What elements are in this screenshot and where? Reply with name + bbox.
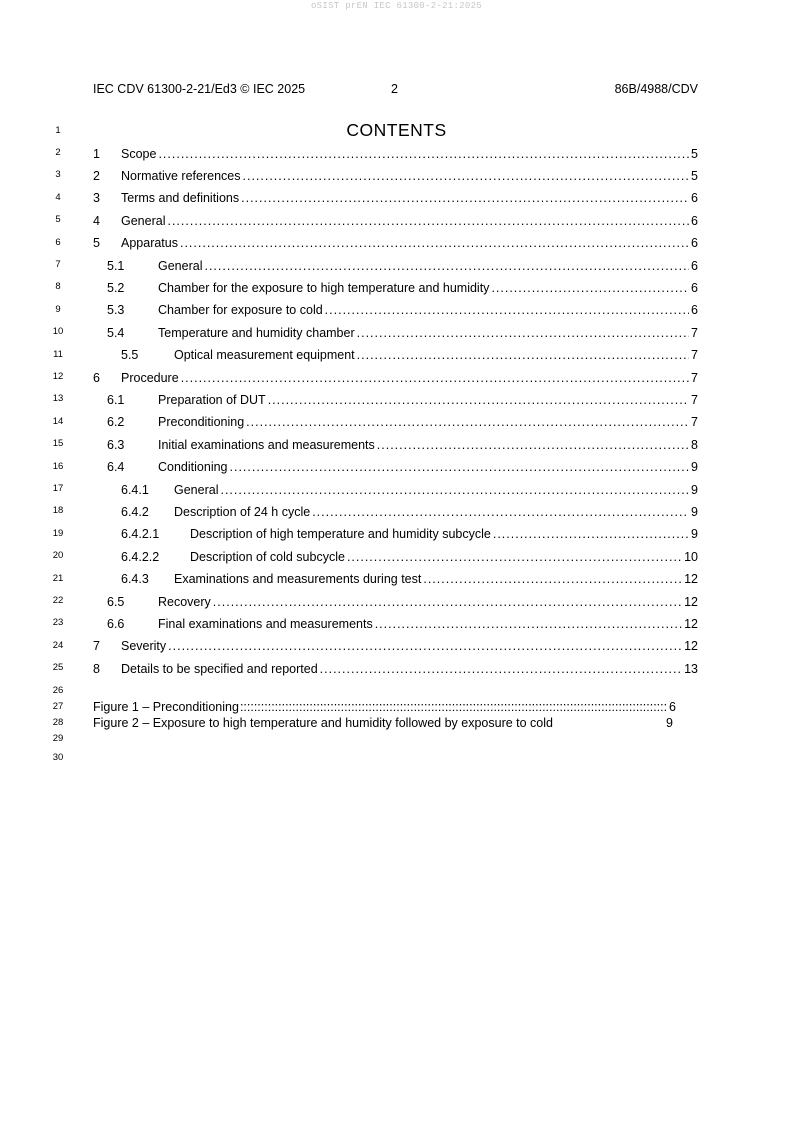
header-document-ref: 86B/4988/CDV (614, 82, 698, 96)
leader-dots (240, 700, 668, 714)
line-number: 6 (55, 237, 61, 248)
toc-entry-title: Normative references (121, 169, 241, 183)
toc-entry-title: Description of 24 h cycle (174, 505, 311, 519)
toc-entry[interactable] (107, 459, 698, 475)
figure-entry-page: 6 (669, 700, 676, 714)
leader-dots (246, 414, 689, 430)
leader-dots (493, 526, 689, 542)
toc-entry-number: 6.5 (107, 595, 125, 609)
line-number: 22 (52, 595, 64, 606)
toc-entry-number: 1 (93, 147, 100, 161)
toc-entry-number: 8 (93, 662, 100, 676)
line-number: 14 (52, 416, 64, 427)
line-number: 20 (52, 550, 64, 561)
leader-dots (180, 235, 689, 251)
toc-entry[interactable] (121, 347, 698, 363)
toc-entry-title: Scope (121, 147, 157, 161)
line-number: 1 (55, 125, 61, 136)
line-number: 3 (55, 169, 61, 180)
toc-entry[interactable] (93, 213, 698, 229)
toc-entry-number: 5.2 (107, 281, 125, 295)
toc-entry-title: Preconditioning (158, 415, 245, 429)
page-title: CONTENTS (346, 120, 447, 140)
line-number: 9 (55, 304, 61, 315)
leader-dots (312, 504, 689, 520)
toc-entry-number: 6.4.1 (121, 483, 149, 497)
line-number: 19 (52, 528, 64, 539)
toc-entry-number: 6.4.2.1 (121, 527, 160, 541)
leader-dots (167, 213, 689, 229)
leader-dots (220, 482, 689, 498)
leader-dots (320, 661, 682, 677)
toc-entry-page: 12 (684, 595, 698, 609)
line-number: 30 (52, 752, 64, 763)
toc-entry-number: 6.2 (107, 415, 125, 429)
figure-entry-1[interactable] (93, 700, 676, 714)
toc-entry-number: 4 (93, 214, 100, 228)
toc-entry-title: General (158, 259, 203, 273)
toc-entry[interactable] (93, 146, 698, 162)
toc-entry[interactable] (107, 594, 698, 610)
toc-entry[interactable] (121, 482, 698, 498)
line-number: 27 (52, 701, 64, 712)
line-number: 28 (52, 717, 64, 728)
toc-entry[interactable] (121, 526, 698, 542)
toc-entry[interactable] (107, 325, 698, 341)
leader-dots (375, 616, 682, 632)
leader-dots (357, 325, 689, 341)
toc-entry-page: 9 (691, 460, 698, 474)
leader-dots (241, 190, 689, 206)
toc-entry-page: 6 (691, 281, 698, 295)
toc-entry-title: Recovery (158, 595, 211, 609)
toc-entry-title: Severity (121, 639, 167, 653)
toc-entry[interactable] (121, 504, 698, 520)
line-number: 5 (55, 214, 61, 225)
toc-entry-number: 5 (93, 236, 100, 250)
toc-entry-number: 3 (93, 191, 100, 205)
toc-entry-page: 7 (691, 415, 698, 429)
toc-entry[interactable] (93, 168, 698, 184)
toc-entry-number: 5.3 (107, 303, 125, 317)
header-document-id: IEC CDV 61300-2-21/Ed3 © IEC 2025 (93, 82, 306, 96)
toc-entry-number: 6.4 (107, 460, 125, 474)
figure-entry-2[interactable] (93, 716, 553, 730)
toc-entry-page: 12 (684, 572, 698, 586)
leader-dots (357, 347, 689, 363)
toc-entry-page: 12 (684, 639, 698, 653)
leader-dots (377, 437, 689, 453)
toc-entry-page: 9 (691, 483, 698, 497)
toc-entry[interactable] (121, 549, 698, 565)
line-number: 12 (52, 371, 64, 382)
toc-entry-page: 9 (691, 505, 698, 519)
toc-entry-page: 6 (691, 236, 698, 250)
toc-entry-number: 6.3 (107, 438, 125, 452)
toc-entry-page: 10 (684, 550, 698, 564)
toc-entry-title: Initial examinations and measurements (158, 438, 375, 452)
toc-entry-title: Temperature and humidity chamber (158, 326, 355, 340)
toc-entry-page: 7 (691, 371, 698, 385)
leader-dots (204, 258, 689, 274)
toc-entry-title: Apparatus (121, 236, 178, 250)
leader-dots (230, 459, 690, 475)
line-number: 4 (55, 192, 61, 203)
toc-entry-number: 6.6 (107, 617, 125, 631)
figure-entry-page: 9 (666, 716, 673, 730)
figure-entry-label: Figure 2 – Exposure to high temperature and humidity followed by exposure to cold (93, 716, 553, 730)
toc-entry-number: 6 (93, 371, 100, 385)
leader-dots (158, 146, 689, 162)
leader-dots (347, 549, 682, 565)
leader-dots (181, 370, 689, 386)
line-number: 7 (55, 259, 61, 270)
leader-dots (243, 168, 690, 184)
toc-entry-number: 7 (93, 639, 100, 653)
line-number: 11 (53, 349, 63, 360)
line-number: 8 (55, 281, 61, 292)
toc-entry[interactable] (121, 571, 698, 587)
toc-entry-title: Description of cold subcycle (190, 550, 345, 564)
toc-entry-number: 5.5 (121, 348, 139, 362)
leader-dots (268, 392, 689, 408)
toc-entry[interactable] (93, 370, 698, 386)
leader-dots (325, 302, 689, 318)
toc-entry[interactable] (93, 661, 698, 677)
page-header (93, 82, 698, 98)
toc-entry-page: 7 (691, 326, 698, 340)
toc-entry-title: Examinations and measurements during test (174, 572, 422, 586)
line-number: 29 (52, 733, 64, 744)
leader-dots (491, 280, 689, 296)
toc-entry-number: 2 (93, 169, 100, 183)
toc-entry-page: 6 (691, 214, 698, 228)
line-number: 21 (52, 573, 64, 584)
toc-entry-page: 12 (684, 617, 698, 631)
toc-entry-page: 6 (691, 303, 698, 317)
toc-entry-page: 5 (691, 169, 698, 183)
toc-entry-number: 6.1 (107, 393, 125, 407)
leader-dots (168, 638, 682, 654)
leader-dots (423, 571, 682, 587)
toc-entry-page: 9 (691, 527, 698, 541)
toc-entry-title: Optical measurement equipment (174, 348, 355, 362)
toc-entry[interactable] (93, 638, 698, 654)
toc-entry-page: 6 (691, 191, 698, 205)
toc-entry-title: Procedure (121, 371, 179, 385)
toc-entry-number: 5.1 (107, 259, 125, 273)
leader-dots (213, 594, 682, 610)
toc-entry-title: Description of high temperature and humidity subcycle (190, 527, 491, 541)
line-number: 26 (52, 685, 64, 696)
toc-entry-page: 6 (691, 259, 698, 273)
line-number: 13 (52, 393, 64, 404)
toc-entry-title: Final examinations and measurements (158, 617, 373, 631)
toc-entry-number: 6.4.3 (121, 572, 149, 586)
toc-entry-title: General (174, 483, 219, 497)
toc-entry-page: 7 (691, 348, 698, 362)
line-number: 24 (52, 640, 64, 651)
toc-entry-title: Chamber for exposure to cold (158, 303, 323, 317)
toc-entry-title: Conditioning (158, 460, 228, 474)
line-number: 10 (52, 326, 64, 337)
toc-entry-page: 5 (691, 147, 698, 161)
toc-entry-title: General (121, 214, 166, 228)
toc-entry-page: 13 (684, 662, 698, 676)
toc-entry-page: 8 (691, 438, 698, 452)
toc-entry-title: Chamber for the exposure to high temperature and humidity (158, 281, 490, 295)
toc-entry[interactable] (107, 258, 698, 274)
line-number: 25 (52, 662, 64, 673)
toc-entry[interactable] (107, 280, 698, 296)
toc-entry-number: 5.4 (107, 326, 125, 340)
toc-entry[interactable] (93, 235, 698, 251)
figure-entry-label: Figure 1 – Preconditioning (93, 700, 239, 714)
line-number: 16 (52, 461, 64, 472)
line-number: 18 (52, 505, 64, 516)
line-number: 23 (52, 617, 64, 628)
toc-entry[interactable] (107, 392, 698, 408)
watermark: oSIST prEN IEC 61300-2-21:2025 (310, 1, 483, 11)
toc-entry-title: Terms and definitions (121, 191, 240, 205)
toc-entry[interactable] (107, 437, 698, 453)
toc-entry[interactable] (93, 190, 698, 206)
toc-entry-title: Details to be specified and reported (121, 662, 318, 676)
toc-entry[interactable] (107, 302, 698, 318)
line-number: 17 (52, 483, 64, 494)
toc-entry-number: 6.4.2 (121, 505, 149, 519)
line-number: 2 (55, 147, 61, 158)
toc-entry-page: 7 (691, 393, 698, 407)
toc-entry-title: Preparation of DUT (158, 393, 266, 407)
toc-entry-number: 6.4.2.2 (121, 550, 160, 564)
toc-entry[interactable] (107, 414, 698, 430)
header-page-number: 2 (391, 82, 398, 96)
line-number: 15 (52, 438, 64, 449)
toc-entry[interactable] (107, 616, 698, 632)
